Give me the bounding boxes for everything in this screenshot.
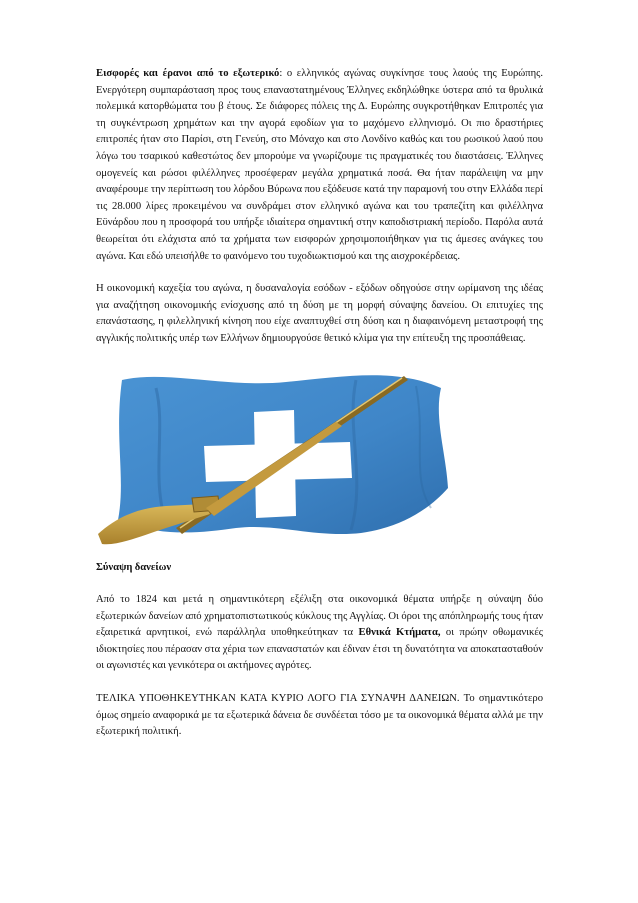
flag-rifle-illustration <box>96 358 543 548</box>
paragraph-loans-bold: Εθνικά Κτήματα, <box>358 627 441 639</box>
paragraph-loans <box>96 592 543 675</box>
section-heading-loans: Σύναψη δανείων <box>96 561 172 573</box>
paragraph-lead-bold: Εισφορές και έρανοι από το εξωτερικό <box>96 68 280 79</box>
paragraph-spacer <box>96 576 543 592</box>
paragraph-contributions <box>96 66 543 265</box>
document-page <box>96 66 543 741</box>
paragraph-economic-weakness: Η οικονομική καχεξία του αγώνα, η δυσαναλογία εσόδων - εξόδων οδηγούσε στην ωρίμανση της ιδέας για αναζήτηση οικονομικής ενίσχυσης από τη δύση με τη μορφή σύναψης δανείου. Οι επιτυχίες της επανάστασης, η φιλελληνική κίνηση που είχε αναπτυχθεί στη δύση και η διαφαινόμενη μεταστροφή της αγγλικής πολιτικής υπέρ των Ελλήνων δημιουργούσε θετικό κλίμα για την επίτευξη της προσπάθειας. <box>96 283 543 344</box>
paragraph-spacer <box>96 265 543 281</box>
paragraph-loans-text-a: Από το 1824 και μετά η σημαντικότερη εξέλιξη στα οικονομικά θέματα υπήρξε η σύναψη δύο εξωτερικών δανείων από χρηματοπιστωτικούς κύκλους της Αγγλίας. Οι όροι της απόπληρωμής τους ήταν εξαιρετικά αρνητικοί, ενώ παράλληλα υποθηκεύτηκαν τα <box>96 594 543 639</box>
flag-and-rifle-figure <box>96 358 543 548</box>
paragraph-contributions-text: : ο ελληνικός αγώνας συγκίνησε τους λαούς της Ευρώπης. Ενεργότερη συμπαράσταση προς τους επαναστατημένους Έλληνες εκδηλώθηκε ύστερα από τα θρυλικά πολεμικά κατορθώματα του β έτους. Σε διάφορες πόλεις της Δ. Ευρώπης συγκροτήθηκαν Επιτροπές για τη συγκέντρωση χρημάτων και την αγορά εφοδίων για το μαχόμενο ελληνισμό. Οι πιο δραστήριες επιτροπές ήταν στο Παρίσι, στη Γενεύη, στο Μόναχο και στο Λονδίνο καθώς και του ρωσικού λαού που λόγω του τσαρικού καθεστώτος δεν μπορούμε να γνωρίζουμε τις πραγματικές του διαστάσεις. Έλληνες ομογενείς και ρώσοι φιλέλληνες προσέφεραν μεγάλα χρηματικά ποσά. Θα ήταν παράλειψη να μην αναφέρουμε την περίπτωση του λόρδου Βύρωνα που εξόδευσε κατά την παραμονή του στην Ελλάδα περί τις 28.000 λίρες προκειμένου να συνδράμει στον ελληνικό αγώνα και του τραπεζίτη και φιλέλληνα Εϋνάρδου που η προσφορά του υπήρξε ιδιαίτερα σημαντική στην καποδιστριακή περίοδο. Παρόλα αυτά θεωρείται ότι ελάχιστα από τα χρήματα των εισφορών χρησιμοποιήθηκαν για τις άμεσες ανάγκες του αγώνα. Και εδώ υπεισήλθε το φαινόμενο του τυχοδιωκτισμού και της αισχροκέρδειας. <box>96 68 544 262</box>
paragraph-conclusion: ΤΕΛΙΚΑ ΥΠΟΘΗΚΕΥΤΗΚΑΝ ΚΑΤΑ ΚΥΡΙΟ ΛΟΓΟ ΓΙΑ ΣΥΝΑΨΗ ΔΑΝΕΙΩΝ. Το σημαντικότερο όμως σημείο αναφορικά με τα εξωτερικά δάνεια δε συνδέεται τόσο με τα οικονομικά θέματα αλλά με την εξωτερική πολιτική. <box>96 693 543 738</box>
paragraph-loans-text-b: οι πρώην οθωμανικές ιδιοκτησίες που πέρασαν στα χέρια των επαναστατών και έδιναν έτσι τη δυνατότητα να αποκατασταθούν οι αγωνιστές και γενικότερα οι ακτήμονες αγρότες. <box>96 627 544 672</box>
paragraph-spacer <box>96 675 543 691</box>
